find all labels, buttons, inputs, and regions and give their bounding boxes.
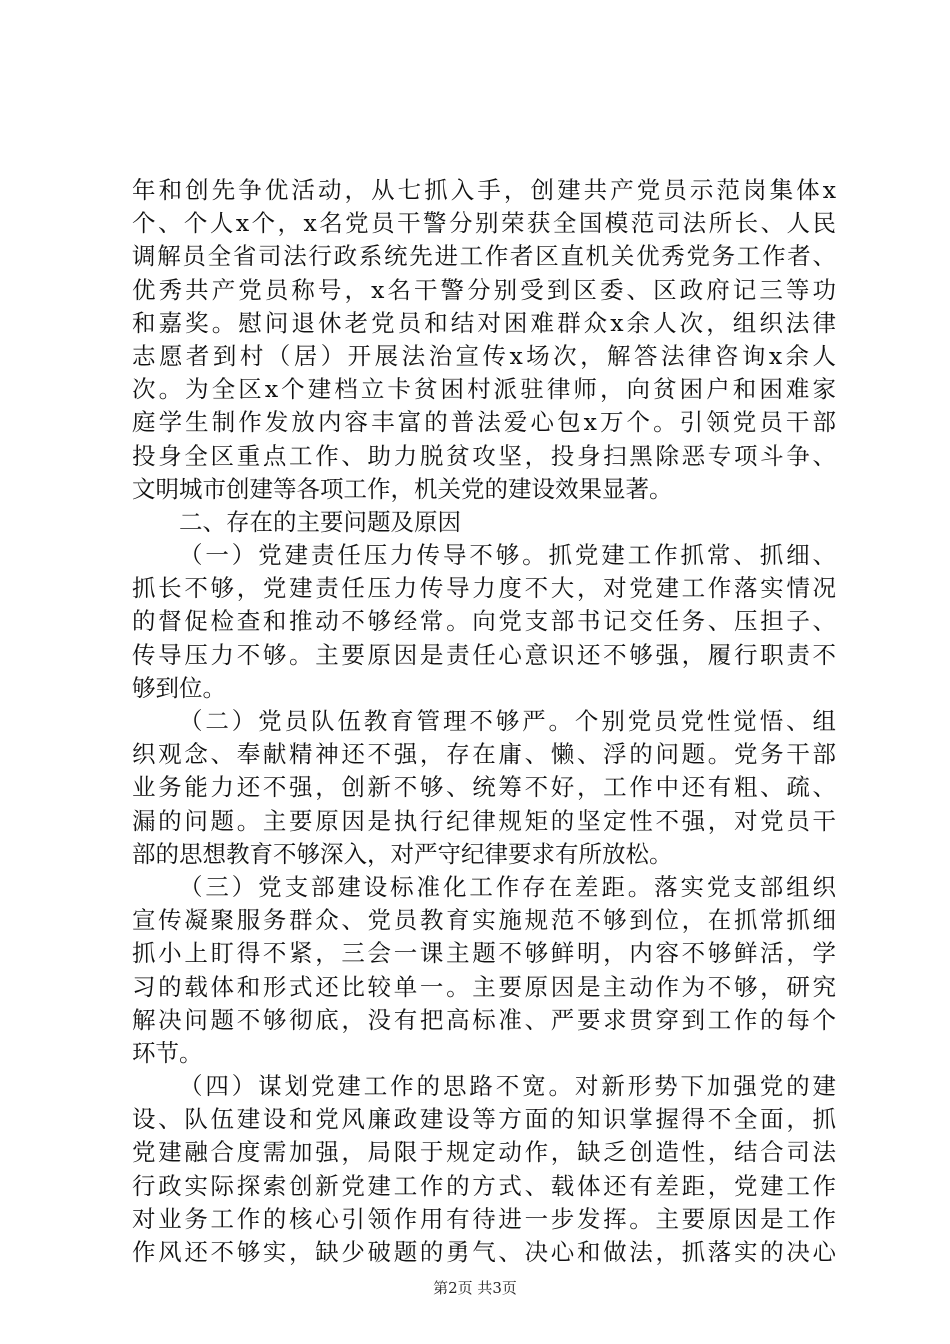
text-line: 文明城市创建等各项工作，机关党的建设效果显著。 — [132, 474, 673, 503]
text-line: （三）党支部建设标准化工作存在差距。落实党支部组织 — [179, 872, 836, 901]
text-line: 解决问题不够彻底，没有把高标准、严要求贯穿到工作的每个 — [132, 1005, 836, 1034]
text-line: 行政实际探索创新党建工作的方式、载体还有差距，党建工作 — [132, 1171, 836, 1200]
text-line: 调解员全省司法行政系统先进工作者区直机关优秀党务工作者、 — [132, 242, 836, 271]
text-line: 漏的问题。主要原因是执行纪律规矩的坚定性不强，对党员干 — [132, 806, 836, 835]
text-line: 部的思想教育不够深入，对严守纪律要求有所放松。 — [132, 839, 673, 868]
text-line: （四）谋划党建工作的思路不宽。对新形势下加强党的建 — [179, 1072, 836, 1101]
text-line: 投身全区重点工作、助力脱贫攻坚，投身扫黑除恶专项斗争、 — [132, 441, 836, 470]
text-line: 环节。 — [132, 1038, 203, 1067]
text-line: （一）党建责任压力传导不够。抓党建工作抓常、抓细、 — [179, 541, 836, 570]
text-line: 抓小上盯得不紧，三会一课主题不够鲜明，内容不够鲜活，学 — [132, 939, 836, 968]
text-line: 优秀共产党员称号，x名干警分别受到区委、区政府记三等功 — [132, 275, 836, 304]
text-line: 个、个人x个，x名党员干警分别荣获全国模范司法所长、人民 — [132, 209, 836, 238]
text-line: 和嘉奖。慰问退休老党员和结对困难群众x余人次，组织法律 — [132, 308, 836, 337]
text-line: 习的载体和形式还比较单一。主要原因是主动作为不够，研究 — [132, 972, 836, 1001]
text-line: 宣传凝聚服务群众、党员教育实施规范不够到位，在抓常抓细 — [132, 906, 836, 935]
text-line: 庭学生制作发放内容丰富的普法爱心包x万个。引领党员干部 — [132, 408, 836, 437]
text-line: 对业务工作的核心引领作用有待进一步发挥。主要原因是工作 — [132, 1204, 836, 1233]
page-footer: 第2页 共3页 — [433, 1279, 517, 1297]
text-line: 业务能力还不强，创新不够、统筹不好，工作中还有粗、疏、 — [132, 773, 836, 802]
text-line: 作风还不够实，缺少破题的勇气、决心和做法，抓落实的决心 — [132, 1238, 836, 1266]
text-line: 的督促检查和推动不够经常。向党支部书记交任务、压担子、 — [132, 607, 836, 636]
text-line: 志愿者到村（居）开展法治宣传x场次，解答法律咨询x余人 — [132, 341, 836, 370]
text-line: 抓长不够，党建责任压力传导力度不大，对党建工作落实情况 — [132, 574, 836, 603]
text-line: （二）党员队伍教育管理不够严。个别党员党性觉悟、组 — [179, 707, 836, 735]
text-line: 够到位。 — [132, 673, 226, 702]
text-line: 二、存在的主要问题及原因 — [179, 507, 461, 536]
body-text — [132, 174, 836, 1269]
text-line: 党建融合度需加强，局限于规定动作，缺乏创造性，结合司法 — [132, 1138, 836, 1167]
text-line: 织观念、奉献精神还不强，存在庸、懒、浮的问题。党务干部 — [132, 740, 836, 769]
text-line: 次。为全区x个建档立卡贫困村派驻律师，向贫困户和困难家 — [132, 375, 836, 404]
text-line: 年和创先争优活动，从七抓入手，创建共产党员示范岗集体x — [132, 176, 836, 204]
text-line: 设、队伍建设和党风廉政建设等方面的知识掌握得不全面，抓 — [132, 1105, 836, 1134]
text-line: 传导压力不够。主要原因是责任心意识还不够强，履行职责不 — [132, 640, 836, 669]
